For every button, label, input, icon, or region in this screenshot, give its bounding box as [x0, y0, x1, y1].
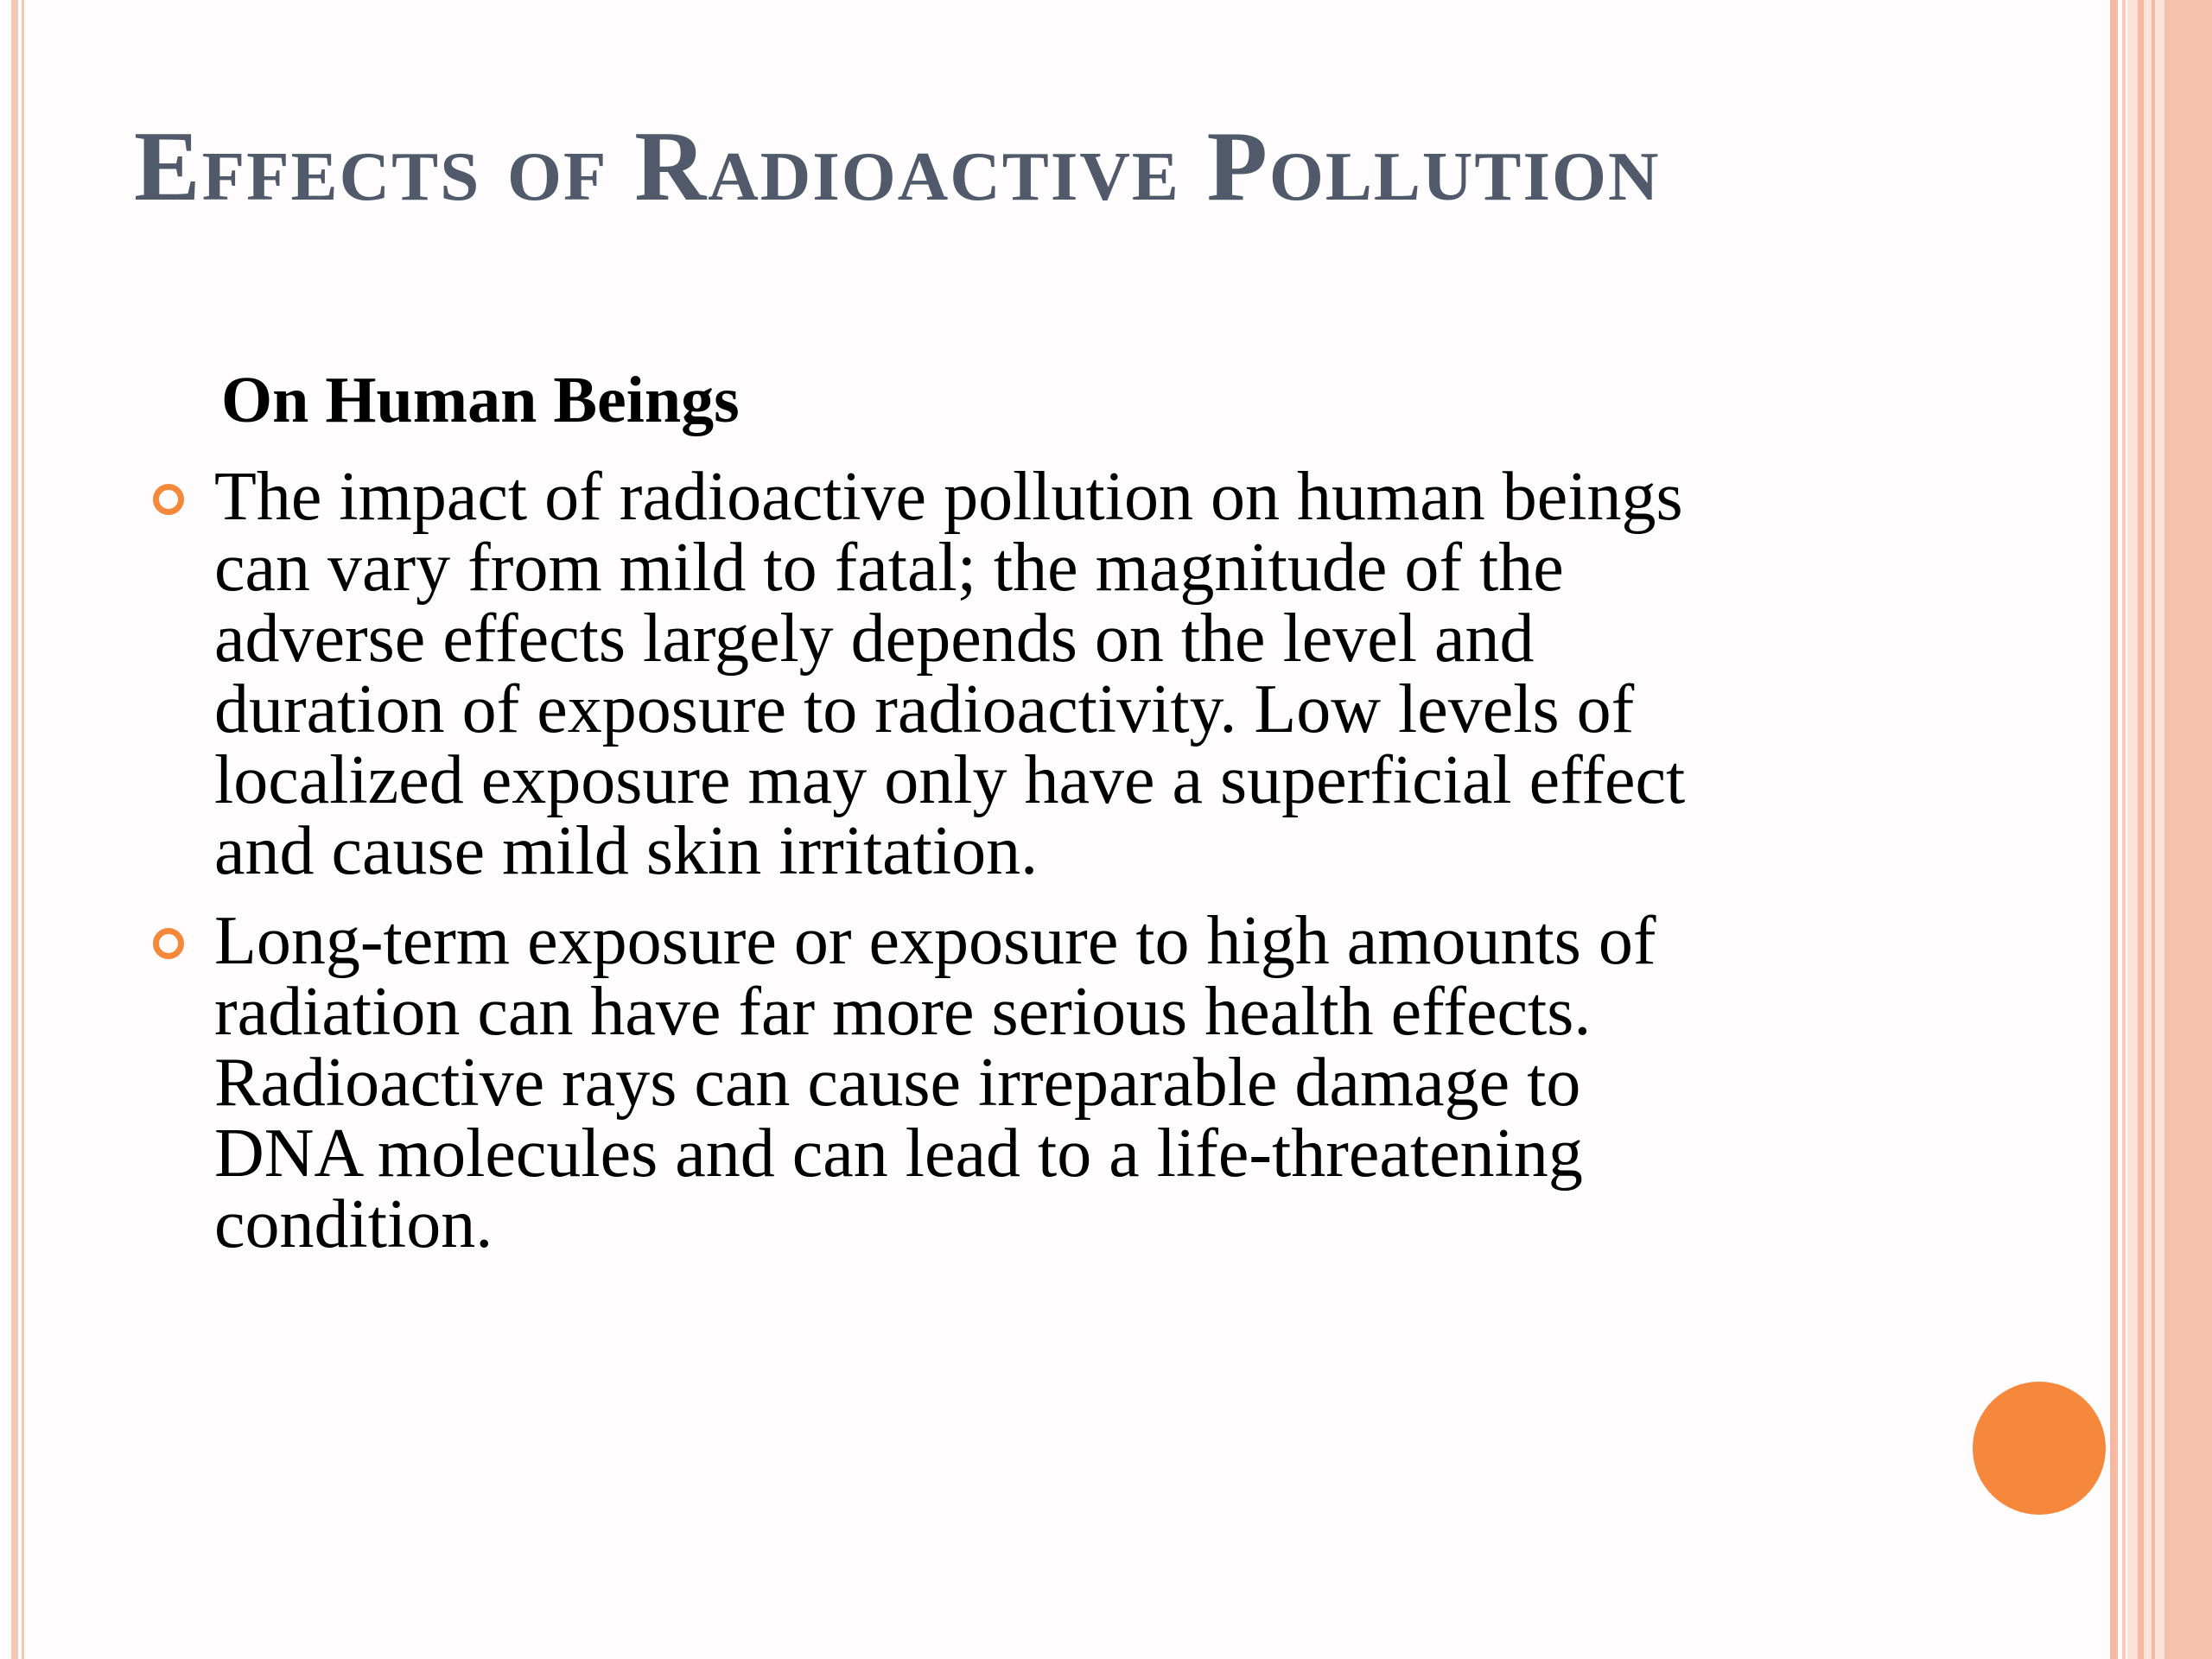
orange-circle-decoration-icon [1973, 1382, 2106, 1515]
right-border-line [2138, 0, 2144, 1659]
right-border-line [2110, 0, 2118, 1659]
section-subheading: On Human Beings [221, 364, 740, 436]
right-border-line-thin [2122, 0, 2126, 1659]
left-border-line [11, 0, 18, 1659]
bullet-text: Long-term exposure or exposure to high amounts of radiation can have far more serious health effects. Radioactive rays can cause irreparable damage to DNA molecules and can lead to a life-threatening condition. [214, 903, 1656, 1262]
hollow-circle-bullet-icon [153, 484, 184, 515]
bullet-text: The impact of radioactive pollution on human beings can vary from mild to fatal; the magnitude of the adverse effects largely depends on the level and duration of exposure to radioactivity. Low levels of localized exposure may only have a superficial effect and cause mild skin irritation. [214, 459, 1686, 889]
slide-title: Effects of Radioactive Pollution [134, 111, 1661, 221]
right-border-strip [2164, 0, 2212, 1659]
left-border-line-thin [22, 0, 24, 1659]
hollow-circle-bullet-icon [153, 928, 184, 959]
right-border-line-thin [2152, 0, 2155, 1659]
